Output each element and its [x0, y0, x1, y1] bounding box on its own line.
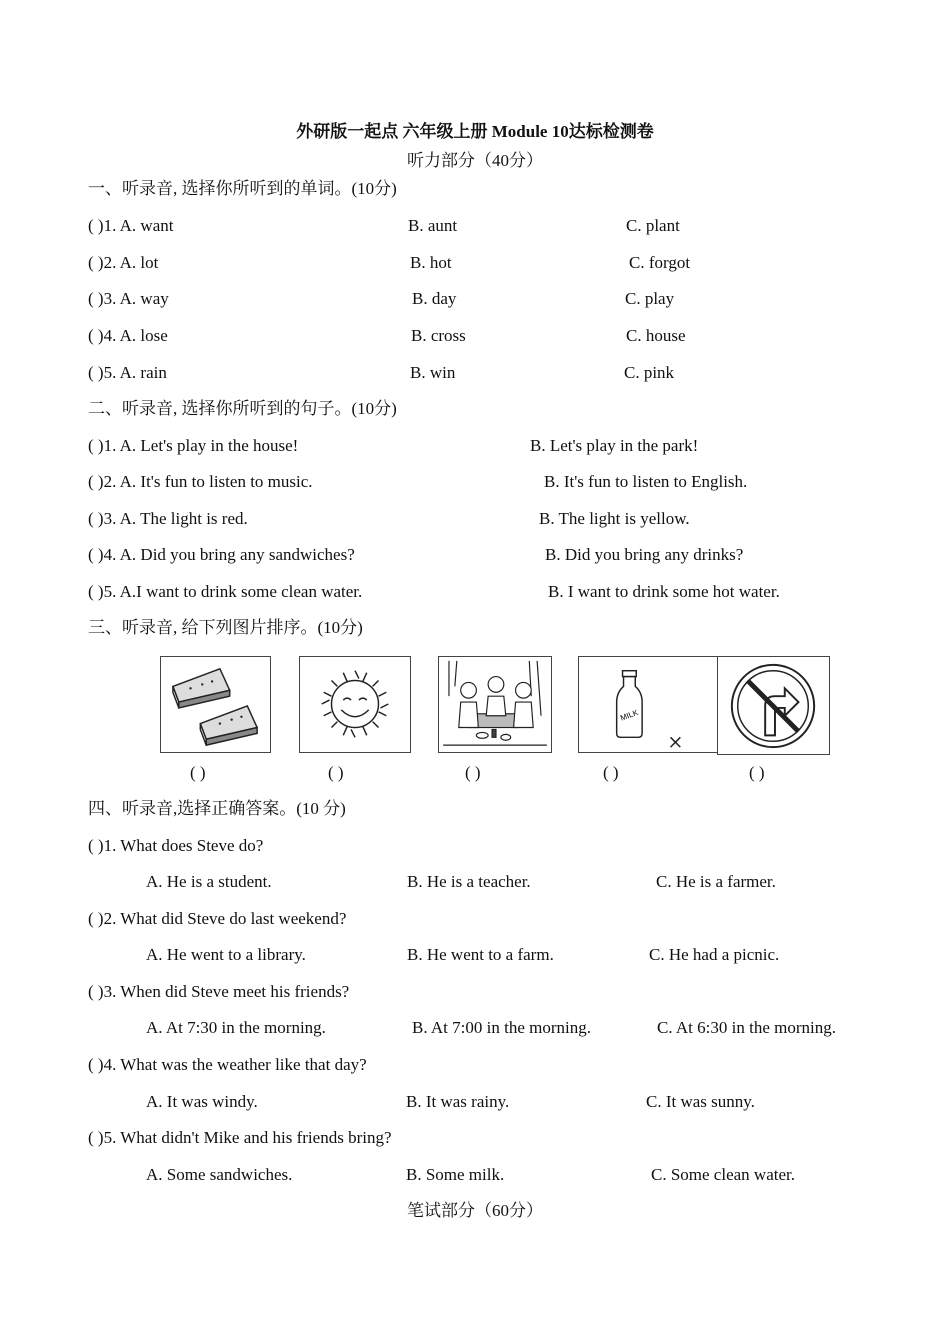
picnic-picture — [438, 656, 552, 753]
s2-q4-option-b: B. Did you bring any drinks? — [545, 545, 744, 564]
s1-q2-option-c: C. forgot — [629, 253, 691, 272]
s1-q1-stem: ( )1. A. want — [88, 216, 174, 235]
milk-bottle-icon — [579, 657, 718, 752]
section-4-heading: 四、听录音,选择正确答案。(10 分) — [88, 799, 346, 818]
s4-q5-stem: ( )5. What didn't Mike and his friends bring? — [88, 1128, 392, 1147]
s1-q2-stem: ( )2. A. lot — [88, 253, 159, 272]
s4-q5-option-c: C. Some clean water. — [651, 1165, 795, 1184]
s1-q3-option-b: B. day — [412, 289, 457, 308]
s4-q5-option-a: A. Some sandwiches. — [146, 1165, 293, 1184]
s1-q5-option-c: C. pink — [624, 363, 675, 382]
picture-5-blank[interactable]: ( ) — [749, 763, 765, 782]
s1-q1-option-b: B. aunt — [408, 216, 458, 235]
s2-q1-option-b: B. Let's play in the park! — [530, 436, 699, 455]
no-right-turn-icon — [718, 657, 829, 754]
s2-q5-stem: ( )5. A.I want to drink some clean water. — [88, 582, 363, 601]
no-right-turn-sign — [717, 656, 830, 755]
s2-q2-option-b: B. It's fun to listen to English. — [544, 472, 748, 491]
s4-q3-stem: ( )3. When did Steve meet his friends? — [88, 982, 350, 1001]
s4-q1-stem: ( )1. What does Steve do? — [88, 836, 264, 855]
s2-q2-stem: ( )2. A. It's fun to listen to music. — [88, 472, 313, 491]
s4-q2-stem: ( )2. What did Steve do last weekend? — [88, 909, 347, 928]
picture-2-blank[interactable]: ( ) — [328, 763, 344, 782]
s4-q2-option-a: A. He went to a library. — [146, 945, 306, 964]
s1-q3-stem: ( )3. A. way — [88, 289, 169, 308]
s1-q2-option-b: B. hot — [410, 253, 452, 272]
picnic-icon — [439, 657, 551, 752]
s4-q1-option-b: B. He is a teacher. — [407, 872, 531, 891]
s1-q3-option-c: C. play — [625, 289, 675, 308]
s1-q5-option-b: B. win — [410, 363, 456, 382]
s1-q5-stem: ( )5. A. rain — [88, 363, 167, 382]
s1-q4-option-c: C. house — [626, 326, 686, 345]
s2-q5-option-b: B. I want to drink some hot water. — [548, 582, 780, 601]
s4-q3-option-b: B. At 7:00 in the morning. — [412, 1018, 591, 1037]
page-title: 外研版一起点 六年级上册 Module 10达标检测卷 — [296, 122, 654, 141]
s4-q1-option-c: C. He is a farmer. — [656, 872, 776, 891]
sandwiches-icon — [161, 657, 270, 752]
milk-label: MILK — [619, 707, 640, 723]
listening-part-heading: 听力部分（40分） — [407, 151, 543, 170]
milk-bottle-picture — [578, 656, 719, 753]
section-3-heading: 三、听录音, 给下列图片排序。(10分) — [88, 618, 363, 637]
s4-q4-option-c: C. It was sunny. — [646, 1092, 755, 1111]
s1-q4-option-b: B. cross — [411, 326, 466, 345]
sun-picture — [299, 656, 411, 753]
picture-1-blank[interactable]: ( ) — [190, 763, 206, 782]
s4-q3-option-a: A. At 7:30 in the morning. — [146, 1018, 326, 1037]
s1-q1-option-c: C. plant — [626, 216, 680, 235]
writing-part-heading: 笔试部分（60分） — [407, 1201, 543, 1220]
s1-q4-stem: ( )4. A. lose — [88, 326, 168, 345]
s2-q3-option-b: B. The light is yellow. — [539, 509, 690, 528]
picture-4-blank[interactable]: ( ) — [603, 763, 619, 782]
s4-q1-option-a: A. He is a student. — [146, 872, 272, 891]
s2-q4-stem: ( )4. A. Did you bring any sandwiches? — [88, 545, 355, 564]
picture-3-blank[interactable]: ( ) — [465, 763, 481, 782]
s4-q4-stem: ( )4. What was the weather like that day? — [88, 1055, 367, 1074]
s4-q4-option-b: B. It was rainy. — [406, 1092, 510, 1111]
smiling-sun-icon — [300, 657, 410, 752]
sandwiches-picture — [160, 656, 271, 753]
s4-q2-option-b: B. He went to a farm. — [407, 945, 554, 964]
s4-q3-option-c: C. At 6:30 in the morning. — [657, 1018, 836, 1037]
s2-q3-stem: ( )3. A. The light is red. — [88, 509, 248, 528]
s4-q2-option-c: C. He had a picnic. — [649, 945, 780, 964]
s4-q4-option-a: A. It was windy. — [146, 1092, 258, 1111]
section-2-heading: 二、听录音, 选择你所听到的句子。(10分) — [88, 399, 397, 418]
s4-q5-option-b: B. Some milk. — [406, 1165, 505, 1184]
section-1-heading: 一、听录音, 选择你所听到的单词。(10分) — [88, 179, 397, 198]
s2-q1-stem: ( )1. A. Let's play in the house! — [88, 436, 299, 455]
